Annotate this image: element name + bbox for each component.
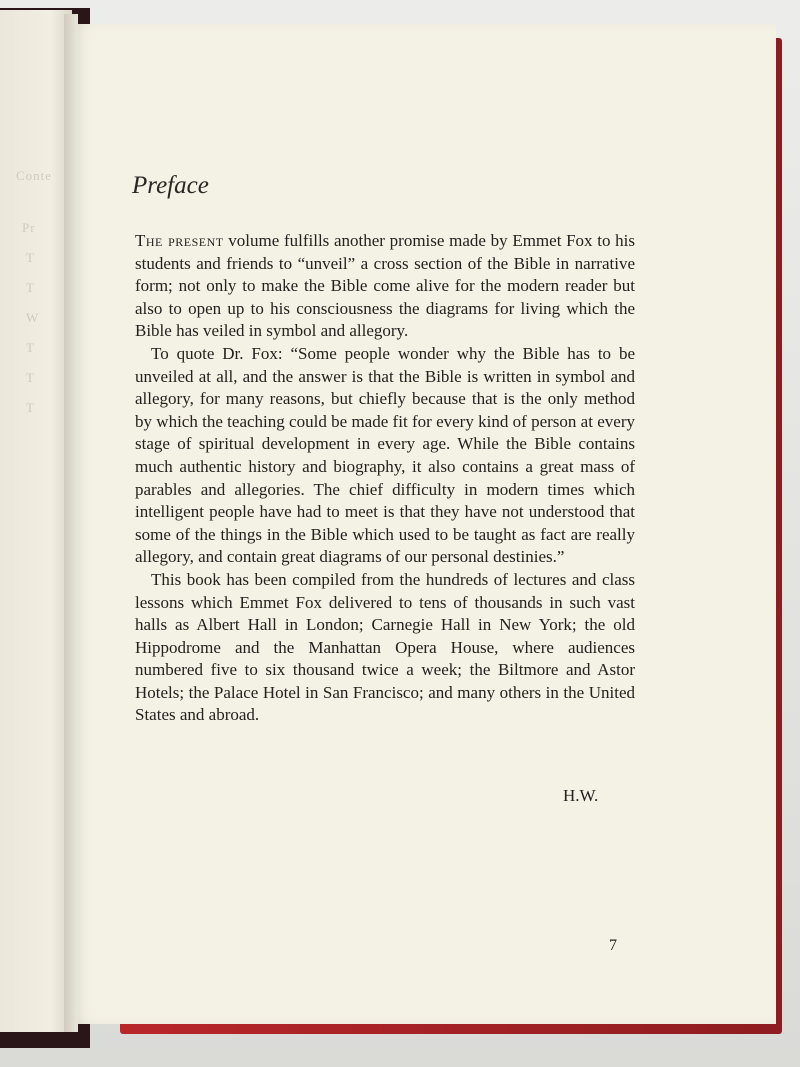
page-number: 7 [609,937,617,954]
paragraph-1 [135,230,635,343]
signature: H.W. [563,786,599,805]
paragraph-1-text: volume fulfills another promise made by Emmet Fox to his students and friends to “unveil” a cross section of the Bible in narrative form; not only to make the Bible come alive for the modern reader but also to open up to his consciousness the diagrams for living which the Bible has veiled in symbol and allegory. [135,231,636,341]
left-page: Conte Pr T T W T T T [0,10,72,1032]
paragraph-3: This book has been compiled from the hundreds of lectures and class lessons which Emmet Fox delivered to tens of thousands in such vast halls as Albert Hall in London; Carnegie Hall in New York; the old Hippodrome and the Manhattan Opera House, where audiences numbered five to six thousand twice a week; the Biltmore and Astor Hotels; the Palace Hotel in San Francisco; and many others in the United States and abroad. [135,569,635,725]
paragraph-2: To quote Dr. Fox: “Some people wonder why the Bible has to be unveiled at all, and the answer is that the Bible is written in symbol and allegory, for many reasons, but chiefly because that is the only method by which the teaching could be made fit for every kind of person at every stage of spiritual development in every age. While the Bible contains much authentic history and biography, it also contains a great mass of parables and allegories. The chief difficulty in modern times which intelligent people have had to meet is that they have not understood that some of the things in the Bible which used to be taught as fact are really allegory, and contain great diagrams of our personal destinies.” [135,343,635,567]
preface-body [135,230,635,727]
lead-in-small-caps: The present [135,231,224,250]
page-title: Preface [132,172,209,199]
page-gutter [64,14,78,1032]
